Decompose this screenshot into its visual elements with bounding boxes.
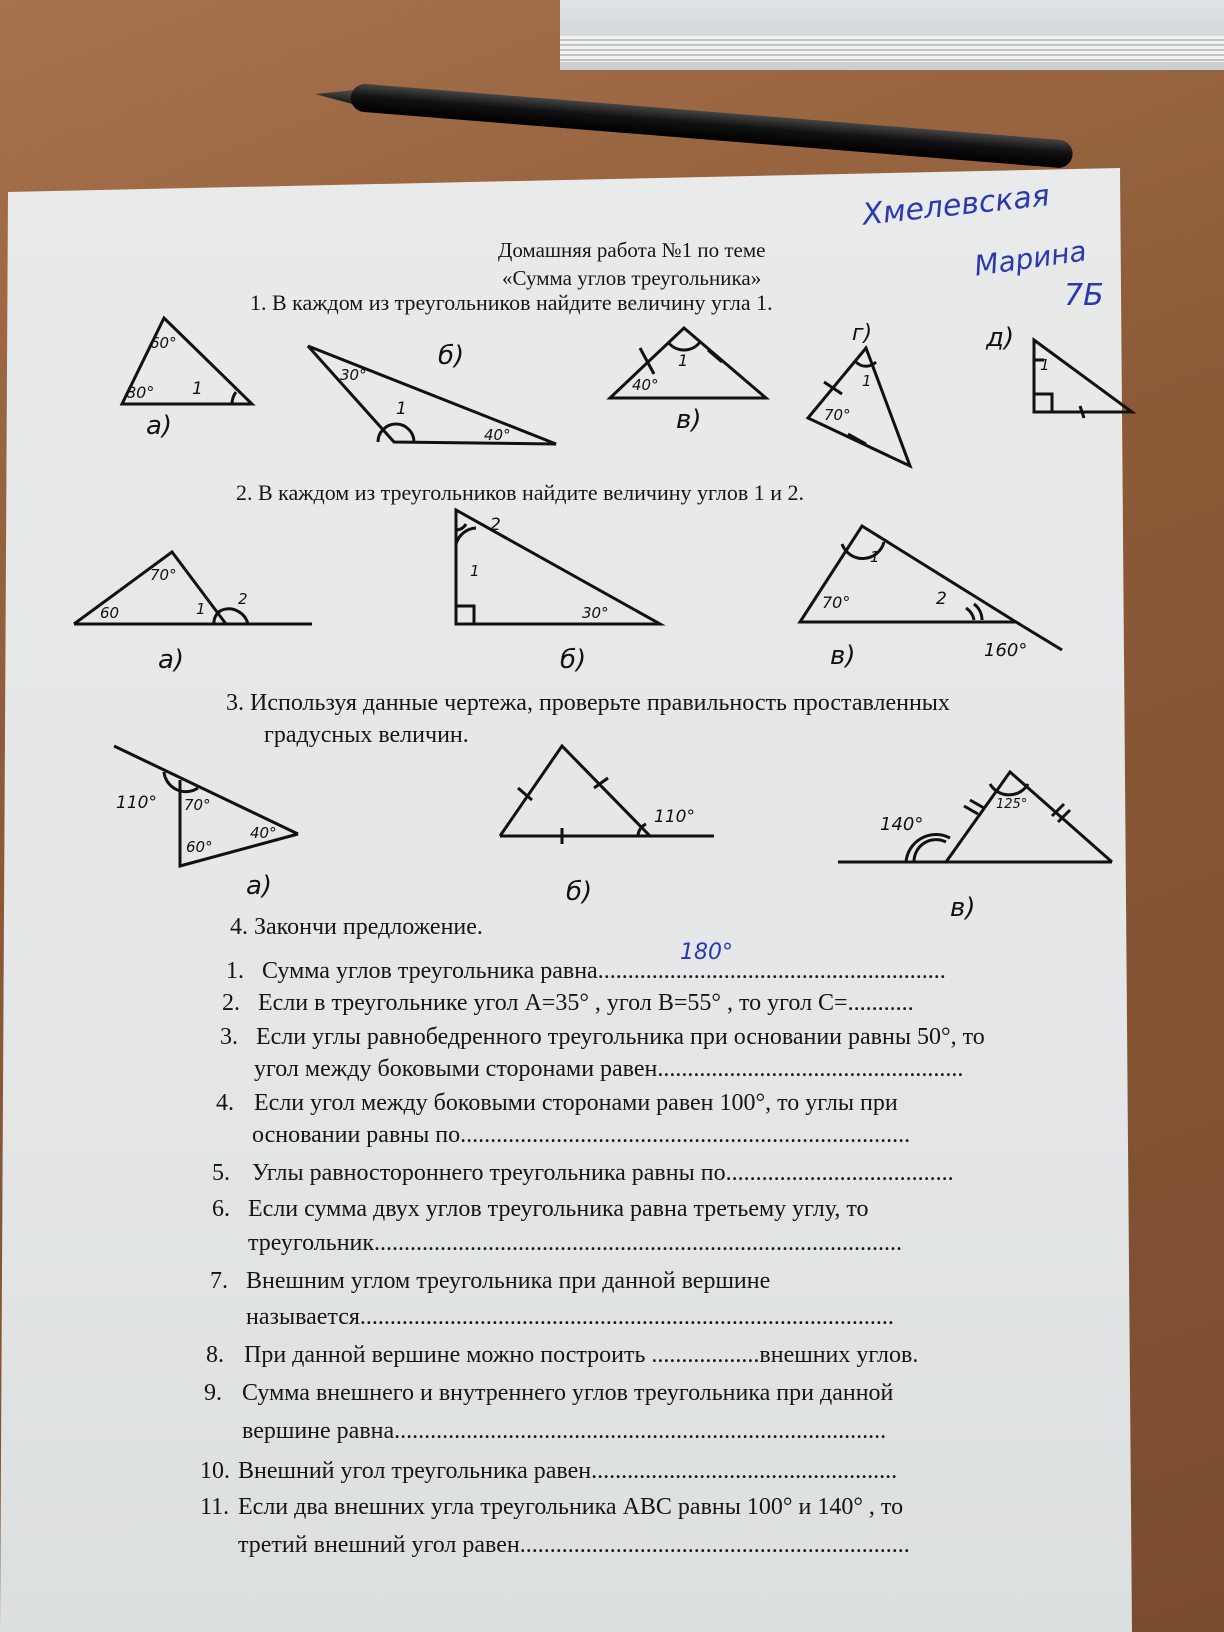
fig1b-letter: б)	[438, 341, 465, 371]
sentence-3-line1: Если углы равнобедренного треугольника при основании равны 50°, то	[256, 1024, 985, 1050]
sentence-4-num: 4.	[216, 1090, 234, 1116]
figure-2b-triangle	[456, 510, 660, 624]
fig1v-letter: в)	[676, 405, 702, 435]
fig1b-angle-40: 40°	[484, 426, 511, 444]
task-3-line1: 3. Используя данные чертежа, проверьте правильность проставленных	[226, 690, 950, 716]
sentence-10-text: Внешний угол треугольника равен...................................................	[238, 1458, 898, 1484]
sentence-1-text: Сумма углов треугольника равна..........................................................	[262, 958, 946, 984]
figure-1b-triangle	[308, 346, 556, 444]
fig2a-angle-60: 60	[100, 604, 120, 622]
signature-surname: Хмелевская	[860, 178, 1052, 233]
fig1d-letter: д)	[986, 323, 1015, 353]
sentence-6-num: 6.	[212, 1196, 230, 1222]
sentence-2-num: 2.	[222, 990, 240, 1016]
worksheet-subtitle: «Сумма углов треугольника»	[502, 266, 762, 290]
sentence-3-num: 3.	[220, 1024, 238, 1050]
sentence-4-line1: Если угол между боковыми сторонами равен 100°, то углы при	[254, 1090, 898, 1116]
sentence-6-line2: треугольник........................................................................................	[248, 1230, 903, 1256]
fig2v-angle-1: 1	[870, 548, 880, 566]
fig1a-angle-80: 80°	[126, 383, 155, 402]
task-3-line2: градусных величин.	[264, 722, 469, 748]
fig2a-angle-70: 70°	[150, 566, 177, 584]
signature-class: 7Б	[1064, 278, 1104, 313]
sentence-5-text: Углы равностороннего треугольника равны по......................................	[252, 1160, 954, 1186]
task-4: 4. Закончи предложение.	[230, 914, 483, 940]
fig3v-angle-140: 140°	[880, 814, 924, 835]
sentence-9-num: 9.	[204, 1380, 222, 1406]
sentence-8-num: 8.	[206, 1342, 224, 1368]
fig2v-angle-160: 160°	[984, 640, 1028, 661]
fig1v-angle-40: 40°	[632, 376, 659, 394]
fig2b-angle-2: 2	[490, 515, 501, 535]
fig2a-letter: а)	[158, 645, 185, 675]
fig2a-angle-2: 2	[238, 590, 248, 608]
fig2v-angle-70: 70°	[822, 593, 851, 612]
sentence-10-num: 10.	[200, 1458, 230, 1484]
fig1g-letter: г)	[852, 321, 873, 346]
fig3v-letter: в)	[950, 893, 976, 923]
fig1g-angle-70: 70°	[824, 406, 851, 424]
fig1b-angle-1: 1	[396, 399, 407, 419]
figure-1d-triangle	[1034, 340, 1132, 418]
fig3a-angle-60: 60°	[186, 838, 213, 856]
sentence-7-num: 7.	[210, 1268, 228, 1294]
figure-3b-triangle	[500, 746, 714, 844]
fig1v-angle-1: 1	[678, 351, 689, 370]
sentence-1-answer: 180°	[680, 940, 733, 965]
sentence-7-line1: Внешним углом треугольника при данной вершине	[246, 1268, 771, 1294]
sentence-4-line2: основании равны по...........................................................................	[252, 1122, 911, 1148]
sentence-2-text: Если в треугольнике угол А=35° , угол В=55° , то угол С=...........	[258, 990, 914, 1016]
fig3b-letter: б)	[566, 877, 593, 907]
sentence-11-line2: третий внешний угол равен.................................................................	[238, 1532, 910, 1558]
fig3b-angle-110: 110°	[654, 807, 695, 827]
fig1a-letter: а)	[146, 411, 173, 441]
fig2v-letter: в)	[830, 641, 856, 671]
figure-2v-triangle	[800, 526, 1062, 650]
sentence-5-num: 5.	[212, 1160, 230, 1186]
fig1d-angle-1: 1	[1040, 356, 1050, 374]
fig2b-angle-30: 30°	[582, 604, 609, 622]
fig1a-angle-1: 1	[192, 379, 203, 399]
fig2v-angle-2: 2	[936, 589, 947, 609]
fig3a-angle-70: 70°	[184, 796, 211, 814]
fig3a-letter: а)	[246, 871, 273, 901]
sentence-7-line2: называется.........................................................................................	[246, 1304, 894, 1330]
fig1b-angle-30: 30°	[340, 366, 367, 384]
fig2a-angle-1: 1	[196, 600, 206, 618]
sentence-9-line1: Сумма внешнего и внутреннего углов треугольника при данной	[242, 1380, 894, 1406]
fig2b-angle-1: 1	[470, 562, 480, 580]
fig1g-angle-1: 1	[862, 372, 872, 390]
worksheet-title: Домашняя работа №1 по теме	[498, 238, 766, 262]
task-2: 2. В каждом из треугольников найдите величину углов 1 и 2.	[236, 480, 805, 505]
fig3a-angle-40: 40°	[250, 824, 277, 842]
fig1a-angle-60: 60°	[150, 334, 177, 352]
task-1: 1. В каждом из треугольников найдите величину угла 1.	[250, 290, 773, 315]
fig3v-angle-125: 125°	[996, 797, 1028, 812]
sentence-1-num: 1.	[226, 958, 244, 984]
signature-name: Марина	[972, 234, 1089, 283]
sentence-6-line1: Если сумма двух углов треугольника равна третьему углу, то	[248, 1196, 869, 1222]
sentence-8-text: При данной вершине можно построить ..................внешних углов.	[244, 1342, 919, 1368]
sentence-9-line2: вершине равна..................................................................................	[242, 1418, 887, 1444]
sentence-11-line1: Если два внешних угла треугольника АВС равны 100° и 140° , то	[238, 1494, 904, 1520]
sentence-11-num: 11.	[200, 1494, 230, 1520]
fig2b-letter: б)	[560, 645, 587, 675]
fig3a-angle-110: 110°	[116, 793, 157, 813]
sentence-3-line2: угол между боковыми сторонами равен...................................................	[254, 1056, 964, 1082]
